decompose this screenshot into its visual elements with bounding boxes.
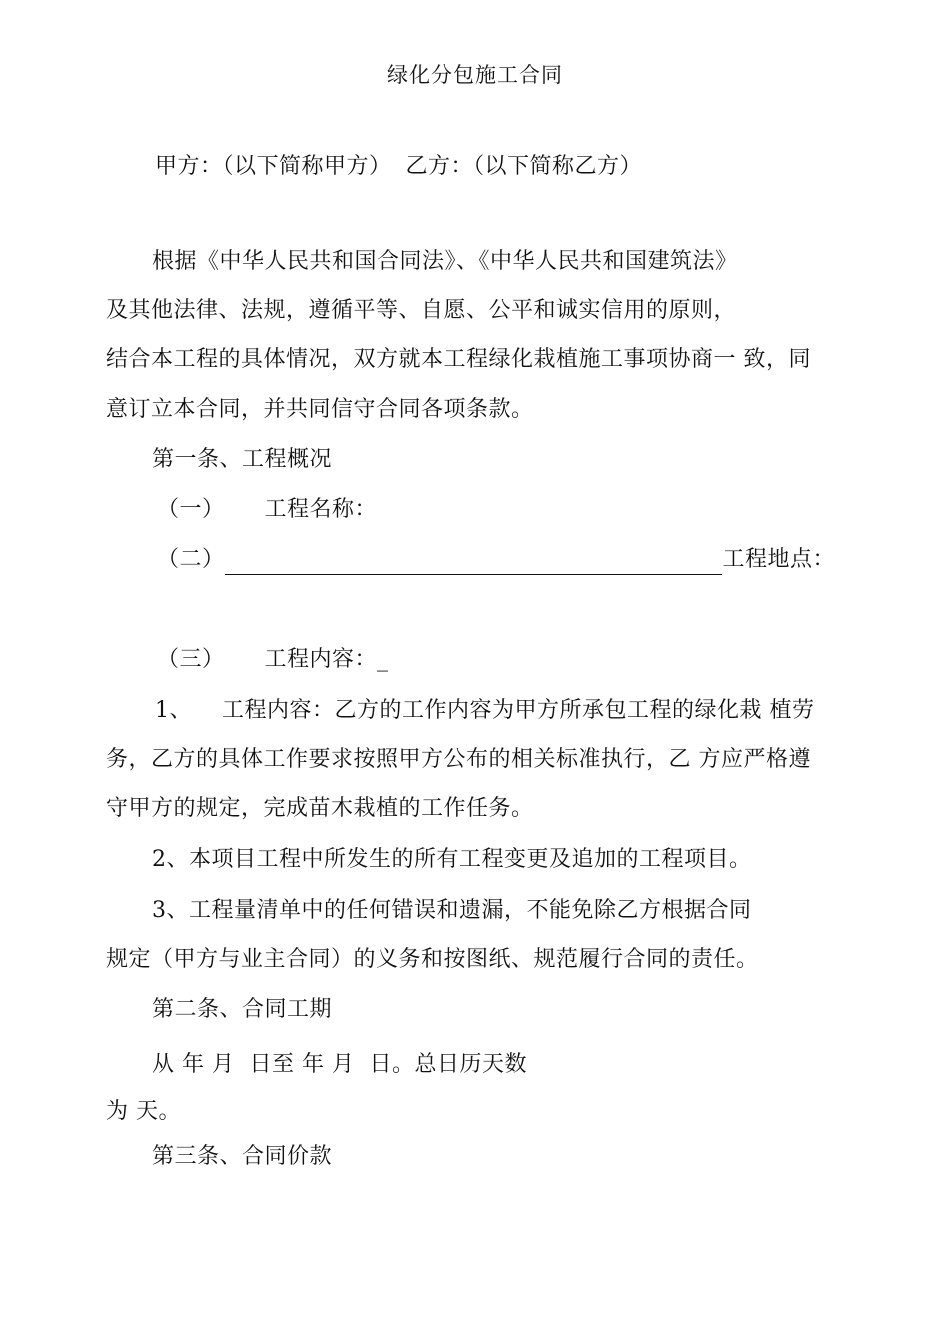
item3-number: （三） <box>157 647 225 672</box>
fill-in-blank-line <box>225 552 722 575</box>
clause1-line-2: 务，乙方的具体工作要求按照甲方公布的相关标准执行，乙 方应严格遵 <box>106 747 811 772</box>
preamble-line-2: 及其他法律、法规，遵循平等、自愿、公平和诚实信用的原则， <box>106 298 737 323</box>
preamble-line-3: 结合本工程的具体情况，双方就本工程绿化栽植施工事项协商一 致，同 <box>106 347 811 372</box>
article1-heading: 第一条、工程概况 <box>152 447 333 472</box>
item1-label: 工程名称： <box>264 497 378 522</box>
article1-item2 <box>157 545 835 575</box>
clause2: 2、本项目工程中所发生的所有工程变更及追加的工程项目。 <box>152 847 752 872</box>
clause3-line-2: 规定（甲方与业主合同）的义务和按图纸、规范履行合同的责任。 <box>106 947 759 972</box>
document-title: 绿化分包施工合同 <box>387 63 563 87</box>
party-a: 甲方：（以下简称甲方） <box>155 154 392 179</box>
preamble-line-4: 意订立本合同，并共同信守合同各项条款。 <box>106 397 534 422</box>
clause3-line-1: 3、工程量清单中的任何错误和遗漏，不能免除乙方根据合同 <box>152 898 752 923</box>
item1-number: （一） <box>157 497 225 522</box>
clause1-line-3: 守甲方的规定，完成苗木栽植的工作任务。 <box>106 796 534 821</box>
party-b: 乙方：（以下简称乙方） <box>405 154 643 179</box>
period-line-2: 为 天。 <box>106 1099 181 1124</box>
article1-item3 <box>157 645 389 675</box>
item2-label: 工程地点： <box>722 547 836 572</box>
parties-line <box>155 152 642 182</box>
article1-item1 <box>157 495 377 525</box>
article3-heading: 第三条、合同价款 <box>152 1144 333 1169</box>
preamble-line-1: 根据《中华人民共和国合同法》、《中华人民共和国建筑法》 <box>152 249 738 274</box>
item3-label: 工程内容：_ <box>264 647 389 672</box>
article2-heading: 第二条、合同工期 <box>152 997 333 1022</box>
clause1-number: 1、 <box>155 698 192 723</box>
period-line-1: 从 年 月 日至 年 月 日。总日历天数 <box>152 1052 527 1077</box>
clause1-line-1 <box>155 696 815 726</box>
item2-number: （二） <box>157 547 225 572</box>
clause1-text-1: 工程内容：乙方的工作内容为甲方所承包工程的绿化栽 植劳 <box>222 698 815 723</box>
